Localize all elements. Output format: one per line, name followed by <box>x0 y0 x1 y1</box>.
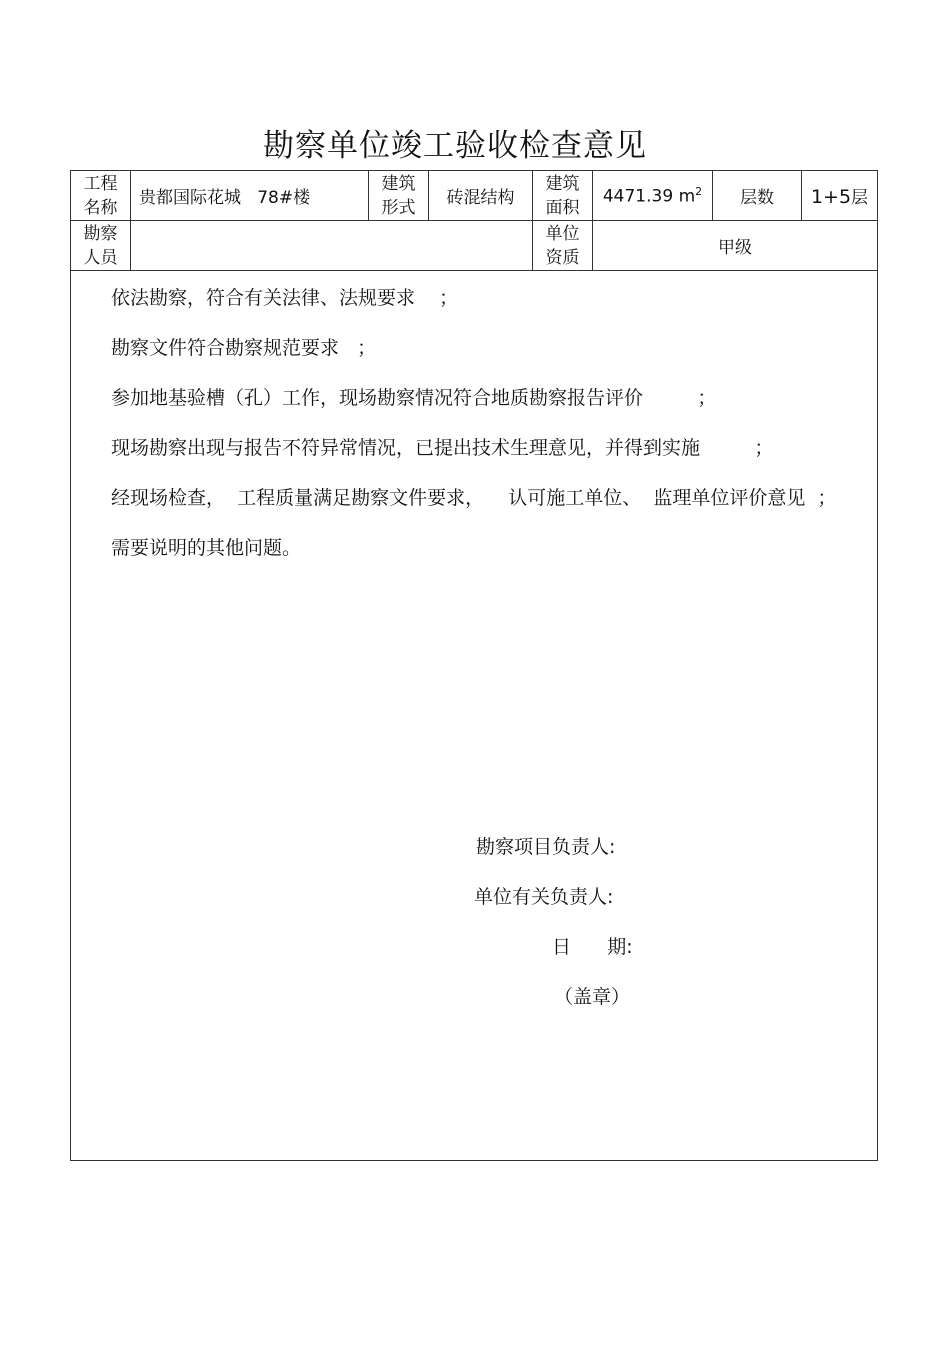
area-value-cell <box>593 171 713 221</box>
opinion-line-3: 参加地基验槽（孔）工作，现场勘察情况符合地质勘察报告评价 ； <box>111 387 717 409</box>
surveyors-label-cell <box>71 221 131 271</box>
header-row-1 <box>71 171 878 221</box>
surveyors-label-line1: 勘察 <box>83 223 118 244</box>
area-value: 4471.39 m <box>602 186 696 207</box>
seal-label: （盖章） <box>554 986 631 1008</box>
project-name-label-line2: 名称 <box>83 197 118 218</box>
unit-lead-signature-label: 单位有关负责人: <box>474 886 614 908</box>
area-unit-superscript: 2 <box>695 184 703 198</box>
floors-label: 层数 <box>713 171 802 221</box>
surveyors-value <box>131 221 533 271</box>
project-name-value: 贵都国际花城 78#楼 <box>131 171 369 221</box>
date-label: 日 期: <box>552 936 633 958</box>
opinion-line-5: 经现场检查， 工程质量满足勘察文件要求， 认可施工单位、 监理单位评价意见 ； <box>111 487 837 509</box>
header-row-2 <box>71 221 878 271</box>
page-title: 勘察单位竣工验收检查意见 <box>263 128 647 164</box>
structure-label-cell <box>369 171 429 221</box>
project-name-label-line1: 工程 <box>83 173 118 194</box>
opinion-line-2: 勘察文件符合勘察规范要求 ； <box>111 337 377 359</box>
structure-label-line2: 形式 <box>381 197 416 218</box>
opinion-line-6: 需要说明的其他问题。 <box>111 537 302 559</box>
opinion-line-4: 现场勘察出现与报告不符异常情况，已提出技术生理意见，并得到实施 ； <box>111 437 774 459</box>
inspection-form-table <box>70 170 878 1161</box>
area-label-line2: 面积 <box>545 197 580 218</box>
project-lead-signature-label: 勘察项目负责人: <box>476 836 616 858</box>
project-name-label-cell <box>71 171 131 221</box>
qualification-label-cell <box>533 221 593 271</box>
floors-unit: 层 <box>851 188 869 208</box>
area-label-line1: 建筑 <box>545 173 580 194</box>
structure-value: 砖混结构 <box>429 171 533 221</box>
opinion-line-1: 依法勘察，符合有关法律、法规要求 ； <box>111 287 459 309</box>
structure-label-line1: 建筑 <box>381 173 416 194</box>
surveyors-label-line2: 人员 <box>83 247 118 268</box>
floors-value-cell <box>802 171 878 221</box>
floors-value: 1+5 <box>810 186 852 208</box>
qualification-value: 甲级 <box>593 221 878 271</box>
qualification-label-line2: 资质 <box>545 247 580 268</box>
qualification-label-line1: 单位 <box>545 223 580 244</box>
area-label-cell <box>533 171 593 221</box>
